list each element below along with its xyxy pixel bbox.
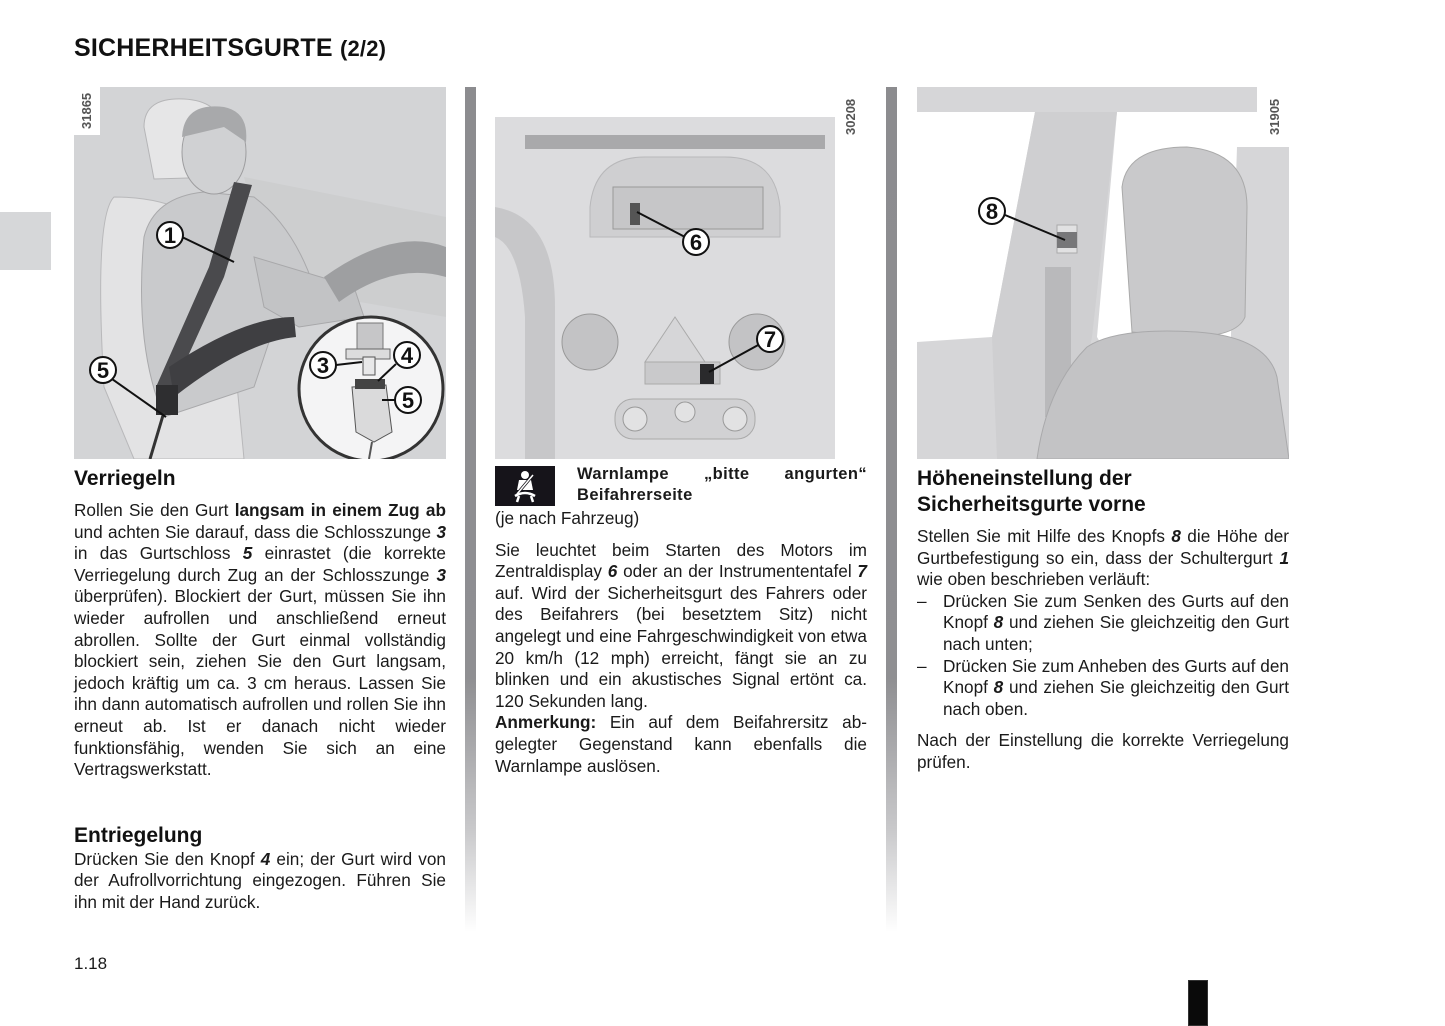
column-divider [465, 87, 476, 932]
page-title-main: SICHERHEITSGURTE [74, 34, 333, 62]
callout-3: 3 [316, 353, 330, 378]
heading-entriegelung: Entriegelung [74, 823, 203, 847]
callout-5-inset: 5 [401, 388, 415, 413]
paragraph-remark: Anmerkung: Ein auf dem Beifahrersitz abgelegter Gegenstand kann ebenfalls die Warnlampe auslösen. [495, 712, 867, 776]
list-item: – Drücken Sie zum Anheben des Gurts auf den Knopf 8 und ziehen Sie gleichzeitig den Gurt nach oben. [917, 655, 1289, 719]
adjustment-steps-list [917, 591, 1289, 721]
paragraph-warning: Sie leuchtet beim Starten des Motors im Zentraldisplay 6 oder an der Instrumententafel 7 auf. Wird der Sicherheitsgurt des Fahrers oder des Beifahrers (bei besetztem Sitz) nicht angelegt und eine Fahrgeschwindigkeit von etwa 20 km/h (12 mph) erreicht, fängt sie an zu blinken und ein akustisches Signal ertönt ca. 120 Sekunden lang. [495, 539, 867, 711]
paragraph-height-intro: Stellen Sie mit Hilfe des Knopfs 8 die Höhe der Gurtbefestigung so ein, dass der Schultergurt 1 wie oben beschrieben verläuft: [917, 526, 1289, 590]
figure-code: 31865 [79, 92, 94, 129]
section-warning-lamp [495, 464, 867, 777]
page-edge-marker [1188, 980, 1208, 1026]
figure-dashboard [495, 87, 867, 459]
heading-height-adjustment: Höheneinstellung der Sicherheitsgurte vorne [917, 467, 1146, 516]
vehicle-dependency-note: (je nach Fahrzeug) [495, 508, 640, 528]
paragraph-locking: Rollen Sie den Gurt langsam in einem Zug ab und achten Sie darauf, dass die Schlosszunge 3 in das Gurtschloss 5 einrastet (die korrekte Verriegelung durch Zug an der Schlosszunge 3 überprüfen). Blockiert der Gurt, müssen Sie ihn wieder aufrollen und anschließend erneut abrollen. Sollte der Gurt einmal vollständig blockiert sein, ziehen Sie den Gurt langsam, jedoch kräftig um ca. 3 cm heraus. Lassen Sie ihn dann automatisch aufrollen und rollen Sie ihn erneut ab. Ist er danach nicht wieder funktionsfähig, wenden Sie sich an eine Vertragswerkstatt. [74, 500, 446, 780]
figure-driver-seatbelt [74, 87, 446, 459]
warning-lamp-title: Warnlampe „bitte angurten“ Beifahrerseite [577, 465, 867, 504]
figure-code: 30208 [843, 98, 858, 135]
page-title [74, 34, 386, 63]
callout-6: 6 [689, 230, 703, 255]
page-number: 1.18 [74, 954, 108, 973]
column-divider [886, 87, 897, 932]
figure-code: 31905 [1267, 98, 1282, 135]
page-title-part: (2/2) [339, 36, 387, 61]
paragraph-unlocking: Drücken Sie den Knopf 4 ein; der Gurt wird von der Aufrollvorrichtung eingezogen. Führen Sie ihn mit der Hand zurück. [74, 848, 446, 912]
callout-8: 8 [985, 199, 999, 224]
callout-5: 5 [96, 358, 110, 383]
paragraph-check-locking: Nach der Einstellung die korrekte Verriegelung prüfen. [917, 730, 1289, 772]
section-locking [74, 466, 446, 914]
heading-verriegeln: Verriegeln [74, 467, 176, 490]
figure-belt-height-adjuster [917, 87, 1289, 459]
callout-7: 7 [763, 327, 777, 352]
callout-4: 4 [400, 343, 414, 368]
seatbelt-warning-icon [495, 466, 555, 506]
section-height-adjustment [917, 466, 1289, 774]
list-item: – Drücken Sie zum Senken des Gurts auf den Knopf 8 und ziehen Sie gleichzeitig den Gurt nach unten; [917, 590, 1289, 654]
callout-1: 1 [163, 223, 177, 248]
chapter-tab-marker [0, 212, 51, 270]
